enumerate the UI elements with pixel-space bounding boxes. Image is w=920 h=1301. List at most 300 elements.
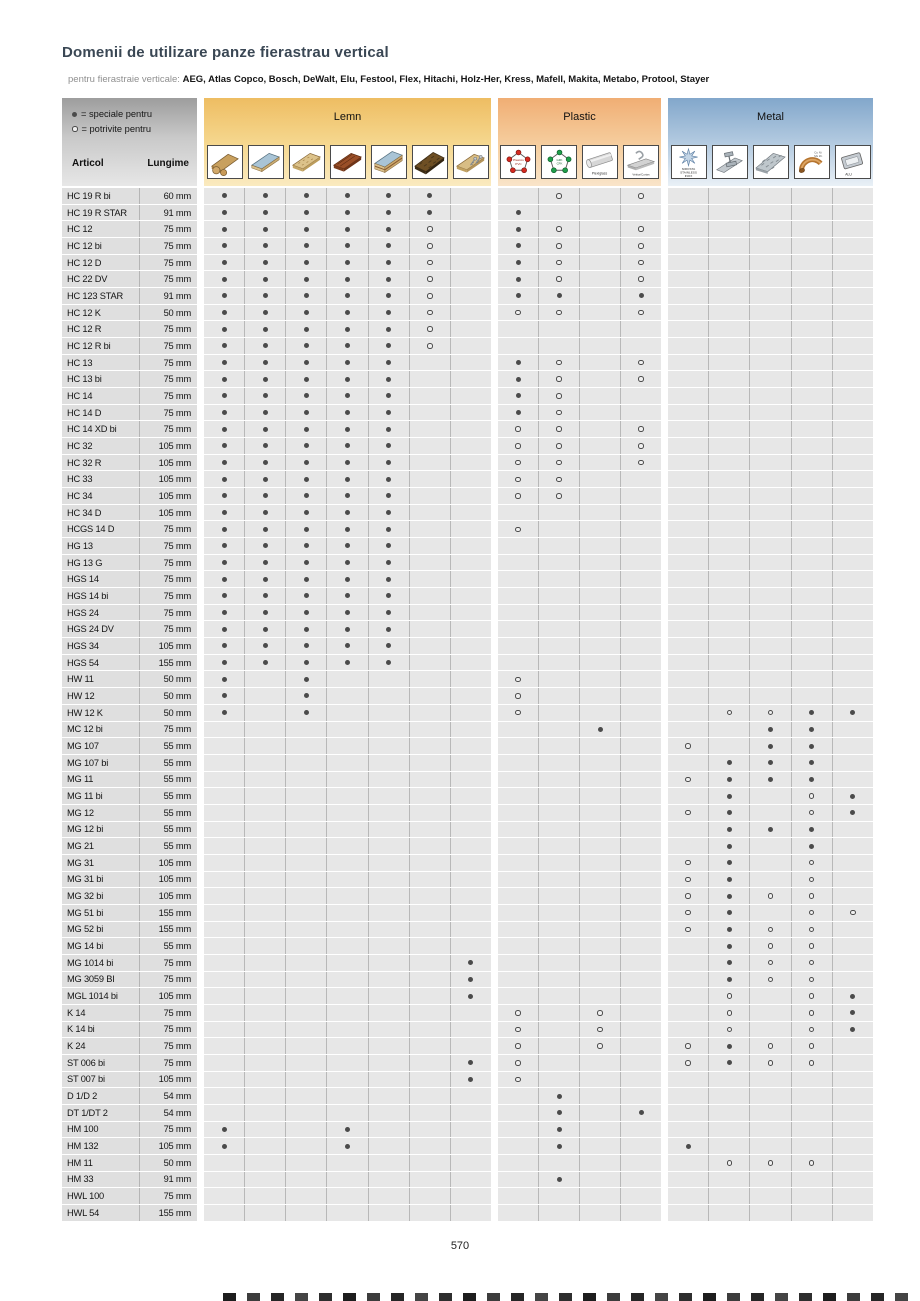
- matrix-cell: [621, 1005, 661, 1021]
- dot-open: [556, 226, 562, 232]
- article-length: 50 mm: [163, 1157, 191, 1168]
- matrix-cell: [792, 955, 833, 971]
- matrix-cell: [833, 988, 873, 1004]
- matrix-cell: [668, 288, 709, 304]
- matrix-cell: [621, 271, 661, 287]
- matrix-cell: [750, 188, 791, 204]
- matrix-row: [498, 888, 661, 905]
- coated-board-icon-cell: [245, 145, 286, 179]
- dot-open: [809, 960, 815, 966]
- page-thumbnail[interactable]: [343, 1293, 356, 1301]
- matrix-cell: [204, 872, 245, 888]
- matrix-row: [204, 505, 491, 522]
- matrix-cell: [286, 438, 327, 454]
- matrix-cell: [833, 1022, 873, 1038]
- matrix-cell: [451, 671, 491, 687]
- table-row-label: [62, 1005, 197, 1022]
- page-thumbnail-strip[interactable]: [223, 1293, 917, 1301]
- matrix-cell: [792, 688, 833, 704]
- section-header-lemn: [204, 98, 491, 186]
- page-thumbnail[interactable]: [727, 1293, 740, 1301]
- dot-filled: [222, 577, 227, 582]
- matrix-cell: [833, 288, 873, 304]
- matrix-cell: [539, 738, 580, 754]
- page-thumbnail[interactable]: [535, 1293, 548, 1301]
- article-length: 75 mm: [163, 224, 191, 235]
- matrix-cell: [369, 1072, 410, 1088]
- matrix-cell: [369, 872, 410, 888]
- dot-open: [685, 893, 691, 899]
- dot-filled: [345, 1127, 350, 1132]
- matrix-cell: [833, 788, 873, 804]
- matrix-cell: [204, 1105, 245, 1121]
- page-thumbnail[interactable]: [799, 1293, 812, 1301]
- matrix-cell: [410, 488, 451, 504]
- dot-open: [809, 1043, 815, 1049]
- matrix-cell: [709, 571, 750, 587]
- matrix-cell: [498, 555, 539, 571]
- dot-open: [638, 243, 644, 249]
- dot-filled: [222, 227, 227, 232]
- matrix-cell: [498, 538, 539, 554]
- matrix-row: [498, 1038, 661, 1055]
- matrix-row: [498, 822, 661, 839]
- page-thumbnail[interactable]: [871, 1293, 884, 1301]
- dot-filled: [516, 227, 521, 232]
- matrix-cell: [668, 638, 709, 654]
- page-thumbnail[interactable]: [607, 1293, 620, 1301]
- matrix-cell: [327, 688, 368, 704]
- matrix-cell: [204, 571, 245, 587]
- matrix-cell: [451, 788, 491, 804]
- matrix-cell: [621, 388, 661, 404]
- matrix-cell: [668, 1205, 709, 1221]
- matrix-cell: [539, 905, 580, 921]
- matrix-cell: [369, 271, 410, 287]
- dot-filled: [727, 927, 732, 932]
- article-name: HGS 24 DV: [62, 621, 140, 637]
- matrix-cell: [451, 772, 491, 788]
- matrix-cell: [451, 1122, 491, 1138]
- page-thumbnail[interactable]: [511, 1293, 524, 1301]
- page-thumbnail[interactable]: [775, 1293, 788, 1301]
- matrix-cell: [204, 772, 245, 788]
- article-name: HWL 100: [62, 1188, 140, 1204]
- dot-open: [556, 477, 562, 483]
- matrix-cell: [498, 571, 539, 587]
- matrix-cell: [750, 688, 791, 704]
- matrix-cell: [668, 705, 709, 721]
- matrix-cell: [709, 605, 750, 621]
- matrix-cell: [410, 571, 451, 587]
- matrix-cell: [539, 555, 580, 571]
- matrix-cell: [580, 838, 621, 854]
- matrix-row: [498, 1138, 661, 1155]
- matrix-cell: [539, 455, 580, 471]
- hardwood-board-icon: [330, 145, 366, 179]
- table-row-label: [62, 388, 197, 405]
- matrix-cell: [750, 705, 791, 721]
- matrix-cell: [410, 505, 451, 521]
- matrix-row: [668, 1205, 873, 1222]
- dot-filled: [516, 277, 521, 282]
- dot-filled: [263, 243, 268, 248]
- article-name: HGS 34: [62, 638, 140, 654]
- matrix-cell: [245, 438, 286, 454]
- article-name: HC 19 R bi: [62, 188, 140, 204]
- article-name: HGS 14 bi: [62, 588, 140, 604]
- matrix-cell: [451, 521, 491, 537]
- dot-open: [597, 1010, 603, 1016]
- matrix-cell: [327, 1022, 368, 1038]
- matrix-row: [498, 255, 661, 272]
- dot-filled: [727, 910, 732, 915]
- matrix-row: [668, 421, 873, 438]
- matrix-row: [668, 855, 873, 872]
- matrix-cell: [286, 538, 327, 554]
- article-length: 75 mm: [163, 324, 191, 335]
- sheet-metal-icon-cell: [750, 145, 791, 179]
- matrix-cell: [580, 772, 621, 788]
- article-name: HC 12 R: [62, 321, 140, 337]
- article-name: HC 14: [62, 388, 140, 404]
- matrix-cell: [539, 621, 580, 637]
- matrix-cell: [245, 305, 286, 321]
- matrix-row: [668, 571, 873, 588]
- matrix-cell: [245, 471, 286, 487]
- dot-filled: [727, 960, 732, 965]
- matrix-cell: [410, 205, 451, 221]
- matrix-cell: [286, 1138, 327, 1154]
- page-thumbnail[interactable]: [463, 1293, 476, 1301]
- matrix-cell: [369, 671, 410, 687]
- matrix-cell: [498, 1105, 539, 1121]
- matrix-row: [498, 371, 661, 388]
- matrix-cell: [286, 621, 327, 637]
- matrix-cell: [792, 772, 833, 788]
- page-thumbnail[interactable]: [823, 1293, 836, 1301]
- matrix-cell: [245, 1122, 286, 1138]
- laminated-board-icon-cell: [368, 145, 409, 179]
- article-length: 75 mm: [163, 424, 191, 435]
- dot-open: [638, 426, 644, 432]
- article-length: 55 mm: [163, 807, 191, 818]
- page-thumbnail[interactable]: [415, 1293, 428, 1301]
- matrix-cell: [709, 738, 750, 754]
- matrix-cell: [286, 471, 327, 487]
- hardwood-board-icon-cell: [327, 145, 368, 179]
- matrix-cell: [580, 255, 621, 271]
- matrix-cell: [580, 805, 621, 821]
- matrix-cell: [451, 755, 491, 771]
- matrix-row: [668, 1122, 873, 1139]
- matrix-cell: [750, 621, 791, 637]
- matrix-cell: [580, 1155, 621, 1171]
- matrix-cell: [327, 1105, 368, 1121]
- matrix-cell: [369, 855, 410, 871]
- matrix-cell: [833, 321, 873, 337]
- matrix-cell: [750, 388, 791, 404]
- matrix-cell: [327, 388, 368, 404]
- article-length: 75 mm: [163, 540, 191, 551]
- matrix-cell: [792, 638, 833, 654]
- matrix-cell: [539, 1205, 580, 1221]
- matrix-row: [498, 271, 661, 288]
- matrix-cell: [369, 1022, 410, 1038]
- dot-open: [427, 343, 433, 349]
- table-row-label: [62, 355, 197, 372]
- page-thumbnail[interactable]: [583, 1293, 596, 1301]
- matrix-cell: [621, 488, 661, 504]
- matrix-cell: [833, 471, 873, 487]
- page-thumbnail[interactable]: [391, 1293, 404, 1301]
- matrix-cell: [286, 805, 327, 821]
- page-thumbnail[interactable]: [295, 1293, 308, 1301]
- matrix-cell: [286, 588, 327, 604]
- matrix-cell: [451, 1155, 491, 1171]
- table-row-label: [62, 288, 197, 305]
- matrix-cell: [327, 288, 368, 304]
- matrix-cell: [792, 888, 833, 904]
- lemn-icons-row: [204, 145, 491, 179]
- matrix-cell: [750, 955, 791, 971]
- matrix-cell: [668, 988, 709, 1004]
- matrix-cell: [833, 488, 873, 504]
- matrix-cell: [369, 1005, 410, 1021]
- matrix-cell: [498, 255, 539, 271]
- dot-filled: [386, 477, 391, 482]
- matrix-cell: [451, 1022, 491, 1038]
- matrix-cell: [204, 671, 245, 687]
- matrix-cell: [204, 1038, 245, 1054]
- dot-filled: [768, 760, 773, 765]
- page-thumbnail[interactable]: [271, 1293, 284, 1301]
- matrix-cell: [369, 638, 410, 654]
- matrix-cell: [410, 238, 451, 254]
- matrix-cell: [621, 1138, 661, 1154]
- matrix-cell: [539, 1005, 580, 1021]
- matrix-cell: [709, 705, 750, 721]
- page-thumbnail[interactable]: [223, 1293, 236, 1301]
- dot-filled: [386, 243, 391, 248]
- page-thumbnail[interactable]: [847, 1293, 860, 1301]
- matrix-cell: [286, 872, 327, 888]
- matrix-cell: [498, 321, 539, 337]
- dot-filled: [263, 210, 268, 215]
- matrix-cell: [286, 688, 327, 704]
- dot-filled: [222, 310, 227, 315]
- matrix-cell: [621, 655, 661, 671]
- matrix-cell: [204, 471, 245, 487]
- article-length: 105 mm: [158, 440, 191, 451]
- steel-profile-icon-cell: [709, 145, 750, 179]
- matrix-cell: [369, 471, 410, 487]
- dot-open: [768, 960, 774, 966]
- dot-filled: [263, 227, 268, 232]
- matrix-cell: [245, 588, 286, 604]
- matrix-cell: [369, 705, 410, 721]
- dot-filled: [345, 277, 350, 282]
- article-name: MG 11: [62, 772, 140, 788]
- matrix-cell: [498, 455, 539, 471]
- dot-open: [515, 710, 521, 716]
- article-length: 50 mm: [163, 307, 191, 318]
- article-length: 75 mm: [163, 607, 191, 618]
- dot-filled: [468, 994, 473, 999]
- table-row-label: [62, 822, 197, 839]
- matrix-row: [668, 755, 873, 772]
- matrix-cell: [668, 1055, 709, 1071]
- matrix-row: [204, 922, 491, 939]
- matrix-row: [204, 822, 491, 839]
- matrix-cell: [792, 738, 833, 754]
- page-thumbnail[interactable]: [247, 1293, 260, 1301]
- matrix-cell: [369, 1138, 410, 1154]
- page-thumbnail[interactable]: [367, 1293, 380, 1301]
- matrix-cell: [539, 838, 580, 854]
- matrix-row: [204, 1188, 491, 1205]
- matrix-cell: [792, 288, 833, 304]
- page-thumbnail[interactable]: [487, 1293, 500, 1301]
- dot-filled: [386, 527, 391, 532]
- matrix-row: [204, 1005, 491, 1022]
- page-thumbnail[interactable]: [439, 1293, 452, 1301]
- matrix-row: [668, 938, 873, 955]
- dot-open: [556, 493, 562, 499]
- dot-open: [768, 927, 774, 933]
- matrix-cell: [668, 872, 709, 888]
- dot-filled: [304, 593, 309, 598]
- dot-filled: [386, 627, 391, 632]
- table-row-label: [62, 555, 197, 572]
- alu-profile-icon: [835, 145, 871, 179]
- matrix-cell: [410, 455, 451, 471]
- matrix-cell: [327, 638, 368, 654]
- article-name: HC 13: [62, 355, 140, 371]
- corian-icon: [623, 145, 659, 179]
- matrix-row: [204, 521, 491, 538]
- matrix-cell: [498, 805, 539, 821]
- matrix-cell: [539, 205, 580, 221]
- dot-filled: [386, 210, 391, 215]
- matrix-row: [668, 772, 873, 789]
- matrix-row: [204, 905, 491, 922]
- matrix-cell: [327, 355, 368, 371]
- matrix-cell: [204, 755, 245, 771]
- matrix-cell: [668, 788, 709, 804]
- matrix-cell: [245, 638, 286, 654]
- subtitle: [68, 74, 709, 85]
- matrix-cell: [498, 1122, 539, 1138]
- matrix-row: [498, 1022, 661, 1039]
- matrix-cell: [204, 838, 245, 854]
- matrix-cell: [451, 621, 491, 637]
- matrix-cell: [204, 705, 245, 721]
- dot-filled: [222, 627, 227, 632]
- matrix-cell: [580, 521, 621, 537]
- page-thumbnail[interactable]: [631, 1293, 644, 1301]
- matrix-cell: [327, 588, 368, 604]
- matrix-cell: [580, 1005, 621, 1021]
- matrix-cell: [750, 205, 791, 221]
- matrix-row: [498, 1172, 661, 1189]
- matrix-cell: [580, 371, 621, 387]
- matrix-cell: [204, 271, 245, 287]
- table-row-label: [62, 1188, 197, 1205]
- page-thumbnail[interactable]: [703, 1293, 716, 1301]
- dot-open: [515, 493, 521, 499]
- matrix-cell: [410, 822, 451, 838]
- article-length: 105 mm: [158, 1141, 191, 1152]
- matrix-cell: [327, 471, 368, 487]
- dot-filled: [516, 360, 521, 365]
- matrix-cell: [204, 955, 245, 971]
- matrix-cell: [286, 1038, 327, 1054]
- table-row-label: [62, 255, 197, 272]
- matrix-cell: [621, 638, 661, 654]
- page-thumbnail[interactable]: [751, 1293, 764, 1301]
- dot-filled: [850, 1027, 855, 1032]
- matrix-cell: [750, 655, 791, 671]
- matrix-cell: [369, 1155, 410, 1171]
- matrix-row: [498, 772, 661, 789]
- matrix-cell: [580, 555, 621, 571]
- matrix-row: [498, 972, 661, 989]
- article-name: MG 31 bi: [62, 872, 140, 888]
- matrix-cell: [709, 805, 750, 821]
- matrix-cell: [498, 355, 539, 371]
- dot-filled: [468, 1060, 473, 1065]
- matrix-row: [204, 838, 491, 855]
- matrix-cell: [498, 605, 539, 621]
- matrix-cell: [709, 1122, 750, 1138]
- matrix-cell: [709, 722, 750, 738]
- matrix-cell: [451, 371, 491, 387]
- matrix-cell: [204, 1205, 245, 1221]
- matrix-cell: [245, 455, 286, 471]
- matrix-cell: [286, 205, 327, 221]
- page-thumbnail[interactable]: [559, 1293, 572, 1301]
- page-thumbnail[interactable]: [679, 1293, 692, 1301]
- page-thumbnail[interactable]: [895, 1293, 908, 1301]
- matrix-cell: [539, 655, 580, 671]
- matrix-cell: [621, 421, 661, 437]
- matrix-cell: [580, 238, 621, 254]
- matrix-row: [498, 321, 661, 338]
- dot-filled: [304, 693, 309, 698]
- matrix-cell: [580, 1105, 621, 1121]
- dot-filled: [386, 460, 391, 465]
- page-thumbnail[interactable]: [319, 1293, 332, 1301]
- matrix-row: [668, 888, 873, 905]
- matrix-cell: [498, 1055, 539, 1071]
- matrix-cell: [792, 922, 833, 938]
- matrix-cell: [245, 288, 286, 304]
- page-thumbnail[interactable]: [655, 1293, 668, 1301]
- matrix-cell: [245, 555, 286, 571]
- matrix-cell: [245, 1072, 286, 1088]
- matrix-cell: [498, 1205, 539, 1221]
- matrix-cell: [709, 905, 750, 921]
- dot-filled: [809, 760, 814, 765]
- matrix-cell: [750, 1022, 791, 1038]
- matrix-cell: [369, 321, 410, 337]
- article-length: 54 mm: [163, 1091, 191, 1102]
- matrix-cell: [245, 1105, 286, 1121]
- matrix-cell: [327, 305, 368, 321]
- matrix-cell: [539, 1155, 580, 1171]
- article-length: 75 mm: [163, 574, 191, 585]
